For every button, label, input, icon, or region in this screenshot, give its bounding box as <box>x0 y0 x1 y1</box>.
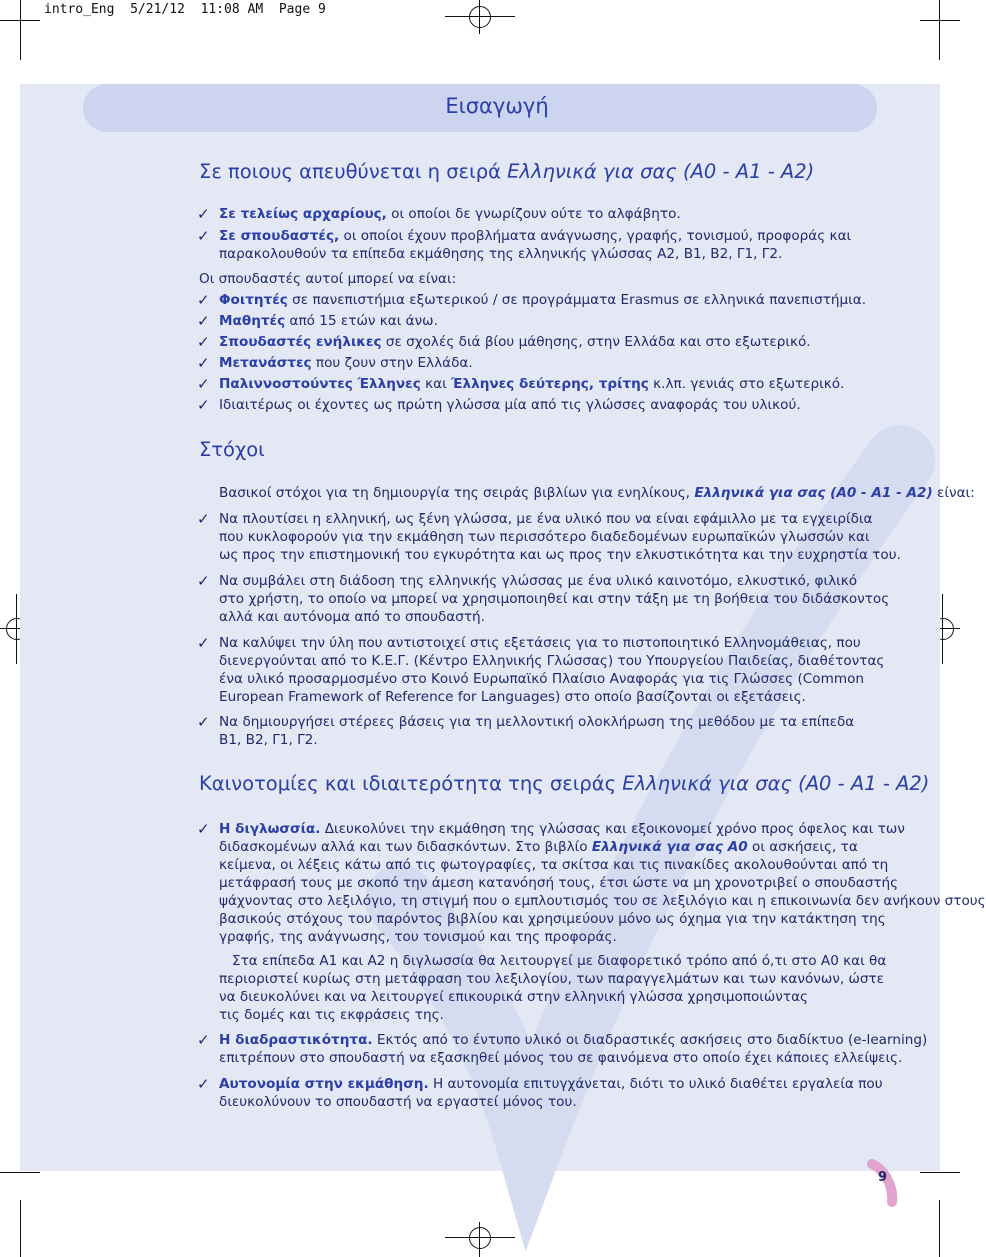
section-heading-audience <box>199 160 814 183</box>
item-text: από 15 ετών και άνω. <box>285 313 438 329</box>
crop-mark <box>445 16 515 17</box>
crop-mark <box>20 0 21 60</box>
feature-title: Η διγλωσσία. <box>219 821 321 837</box>
goal-line: Να συμβάλει στη διάδοση της ελληνικής γλώσσας με ένα υλικό καινοτόμο, ελκυστικό, φιλικό <box>219 573 858 589</box>
crop-mark <box>20 1200 21 1257</box>
feature-line: να διευκολύνει και να λειτουργεί επικουρικά στην ελληνική γλώσσα χρησιμοποιώντας <box>219 989 809 1005</box>
feature-text: Εκτός από το έντυπο υλικό οι διαδραστικές ασκήσεις στο διαδίκτυο (e-learning) <box>372 1032 928 1048</box>
registration-mark-icon <box>469 1227 491 1249</box>
check-icon: ✓ <box>197 354 210 372</box>
item-text: οι οποίοι δε γνωρίζουν ούτε το αλφάβητο. <box>386 206 681 222</box>
paragraph: Οι σπουδαστές αυτοί μπορεί να είναι: <box>199 271 457 287</box>
bold-lead: Παλιννοστούντες Έλληνες <box>219 376 421 392</box>
item-text: και <box>420 376 452 392</box>
check-icon: ✓ <box>197 312 210 330</box>
list-item <box>219 333 811 351</box>
feature-line <box>219 1075 883 1093</box>
feature-line <box>219 820 905 838</box>
crop-mark <box>445 1237 515 1238</box>
goal-line: στο χρήστη, το οποίο να μπορεί να χρησιμοποιηθεί και στην τάξη με τη βοήθεια του διδάσκοντος <box>219 591 890 607</box>
page-title: Εισαγωγή <box>445 94 549 118</box>
series-title: Ελληνικά για σας (A0 - A1 - A2) <box>622 772 930 795</box>
feature-line <box>219 838 858 856</box>
item-text: οι οποίοι έχουν προβλήματα ανάγνωσης, γραφής, τονισμού, προφοράς και <box>339 228 852 244</box>
slug-date: 5/21/12 <box>130 2 185 17</box>
heading-text: Καινοτομίες και ιδιαιτερότητα της σειράς <box>199 772 623 795</box>
feature-title: Αυτονομία στην εκμάθηση. <box>219 1076 429 1092</box>
crop-mark <box>0 20 40 21</box>
feature-line: περιοριστεί κυρίως στη μετάφραση του λεξιλογίου, των παραγγελμάτων και των κανόνων, ώστε <box>219 971 885 987</box>
feature-title: Η διαδραστικότητα. <box>219 1032 373 1048</box>
goal-line: ένα υλικό προσαρμοσμένο στο Κοινό Ευρωπαϊκό Πλαίσιο Αναφοράς για τις Γλώσσες (Common <box>219 671 865 687</box>
registration-mark-icon <box>469 6 491 28</box>
feature-line: βασικούς στόχους του παρόντος βιβλίου και χρησιμεύουν μόνο ως όχημα για την κατάκτηση της <box>219 911 886 927</box>
check-icon: ✓ <box>197 1075 210 1093</box>
slug-file: intro_Eng <box>44 2 115 17</box>
goal-line: Να πλουτίσει η ελληνική, ως ξένη γλώσσα, με ένα υλικό που να είναι εφάμιλλο με τα εγχειρίδια <box>219 511 873 527</box>
crop-mark <box>920 20 960 21</box>
crop-mark <box>920 1172 960 1173</box>
intro-text: Βασικοί στόχοι για τη δημιουργία της σειράς βιβλίων για ενηλίκους, <box>219 485 695 501</box>
series-title: Ελληνικά για σας (A0 - A1 - A2) <box>694 485 933 501</box>
feature-line: τις δομές και τις εκφράσεις της. <box>219 1007 444 1023</box>
list-item: Ιδιαιτέρως οι έχοντες ως πρώτη γλώσσα μία από τις γλώσσες αναφοράς του υλικού. <box>219 397 801 413</box>
list-item <box>219 205 681 223</box>
goal-line: Β1, Β2, Γ1, Γ2. <box>219 732 318 748</box>
goal-line: ως προς την επιστημονική του εγκυρότητα και ως προς την ελκυστικότητα και την ευχρηστία του. <box>219 547 901 563</box>
crop-mark <box>479 1222 480 1257</box>
list-item <box>219 312 438 330</box>
check-icon: ✓ <box>197 634 210 652</box>
paragraph <box>219 484 975 502</box>
feature-text: διδασκομένων αλλά και των διδασκόντων. Στο βιβλίο <box>219 839 592 855</box>
feature-text: Η αυτονομία επιτυγχάνεται, διότι το υλικό διαθέτει εργαλεία που <box>428 1076 883 1092</box>
goal-line: αλλά και αυτόνομα από το σπουδαστή. <box>219 609 485 625</box>
item-text: σε πανεπιστήμια εξωτερικού / σε προγράμματα Erasmus σε ελληνικά πανεπιστήμια. <box>287 292 867 308</box>
bold-lead: Σε σπουδαστές, <box>219 228 340 244</box>
goal-line: European Framework of Reference for Languages) στο οποίο βασίζονται οι εξετάσεις. <box>219 689 806 705</box>
check-icon: ✓ <box>197 713 210 731</box>
slug-page: Page 9 <box>278 2 326 17</box>
list-item-continued: παρακολουθούν τα επίπεδα εκμάθησης της ελληνικής γλώσσας Α2, Β1, Β2, Γ1, Γ2. <box>219 246 783 262</box>
list-item <box>219 375 844 393</box>
crop-mark <box>479 0 480 34</box>
goal-line: που κυκλοφορούν για την εκμάθηση των περισσότερο διαδεδομένων ευρωπαϊκών γλωσσών και <box>219 529 870 545</box>
crop-mark <box>0 1172 40 1173</box>
feature-line: Στα επίπεδα Α1 και Α2 η διγλωσσία θα λειτουργεί με διαφορετικό τρόπο από ό,τι στο Α0 και θα <box>232 953 887 969</box>
item-text: που ζουν στην Ελλάδα. <box>311 355 473 371</box>
feature-line: διευκολύνουν το σπουδαστή να εργαστεί μόνος του. <box>219 1094 577 1110</box>
list-item <box>219 354 473 372</box>
check-icon: ✓ <box>197 820 210 838</box>
page-number: 9 <box>878 1170 888 1185</box>
feature-line <box>219 1031 927 1049</box>
check-icon: ✓ <box>197 510 210 528</box>
intro-text: είναι: <box>932 485 975 501</box>
crop-mark <box>942 594 943 664</box>
check-icon: ✓ <box>197 333 210 351</box>
bold-lead: Μετανάστες <box>219 355 312 371</box>
check-icon: ✓ <box>197 227 210 245</box>
bold-lead: Μαθητές <box>219 313 286 329</box>
series-title: Ελληνικά για σας (A0 - A1 - A2) <box>507 160 815 183</box>
feature-line: κείμενα, οι λέξεις κάτω από τις φωτογραφίες, τα σκίτσα και τις πινακίδες ακολουθούνται από τη <box>219 857 889 873</box>
check-icon: ✓ <box>197 1031 210 1049</box>
bold-lead: Φοιτητές <box>219 292 288 308</box>
goal-line: Να καλύψει την ύλη που αντιστοιχεί στις εξετάσεις για το πιστοποιητικό Ελληνομάθειας, που <box>219 635 861 651</box>
heading-text: Σε ποιους απευθύνεται η σειρά <box>199 160 508 183</box>
feature-text: οι ασκήσεις, τα <box>747 839 858 855</box>
crop-mark <box>939 1200 940 1257</box>
book-title: Ελληνικά για σας A0 <box>591 839 748 855</box>
bold-lead: Σπουδαστές ενήλικες <box>219 334 382 350</box>
item-text: σε σχολές διά βίου μάθησης, στην Ελλάδα και στο εξωτερικό. <box>381 334 811 350</box>
goal-line: διενεργούνται από το Κ.Ε.Γ. (Κέντρο Ελληνικής Γλώσσας) του Υπουργείου Παιδείας, διαθέτοντας <box>219 653 885 669</box>
feature-line: επιτρέπουν στο σπουδαστή να εξασκηθεί μόνος του σε φαινόμενα στο οποίο έχει κάποιες ελλείψεις. <box>219 1050 903 1066</box>
check-icon: ✓ <box>197 396 210 414</box>
slug-time: 11:08 AM <box>200 2 264 17</box>
feature-line: γραφής, της ανάγνωσης, του τονισμού και της προφοράς. <box>219 929 617 945</box>
feature-line: ψάχνοντας στο λεξιλόγιο, τη στιγμή που ο εμπλουτισμός του σε λεξιλόγιο και η επικοινωνία δεν ανήκουν στους <box>219 893 986 909</box>
section-heading-goals: Στόχοι <box>199 438 265 461</box>
check-icon: ✓ <box>197 572 210 590</box>
crop-mark <box>16 594 17 664</box>
crop-mark <box>939 0 940 60</box>
check-icon: ✓ <box>197 375 210 393</box>
goal-line: Να δημιουργήσει στέρεες βάσεις για τη μελλοντική ολοκλήρωση της μεθόδου με τα επίπεδα <box>219 714 855 730</box>
feature-line: μετάφρασή τους με σκοπό την άμεση κατανόησή τους, έτσι ώστε να μη χρονοτριβεί ο σπουδαστής <box>219 875 899 891</box>
bold-lead: Έλληνες δεύτερης, τρίτης <box>451 376 649 392</box>
feature-text: Διευκολύνει την εκμάθηση της γλώσσας και εξοικονομεί χρόνο προς όφελος και των <box>320 821 905 837</box>
print-slug <box>44 2 326 17</box>
item-text: κ.λπ. γενιάς στο εξωτερικό. <box>648 376 845 392</box>
check-icon: ✓ <box>197 205 210 223</box>
section-heading-innovations <box>199 772 929 795</box>
list-item <box>219 227 851 245</box>
check-icon: ✓ <box>197 291 210 309</box>
bold-lead: Σε τελείως αρχαρίους, <box>219 206 387 222</box>
page-number-swoosh-icon <box>866 1160 906 1210</box>
list-item <box>219 291 866 309</box>
